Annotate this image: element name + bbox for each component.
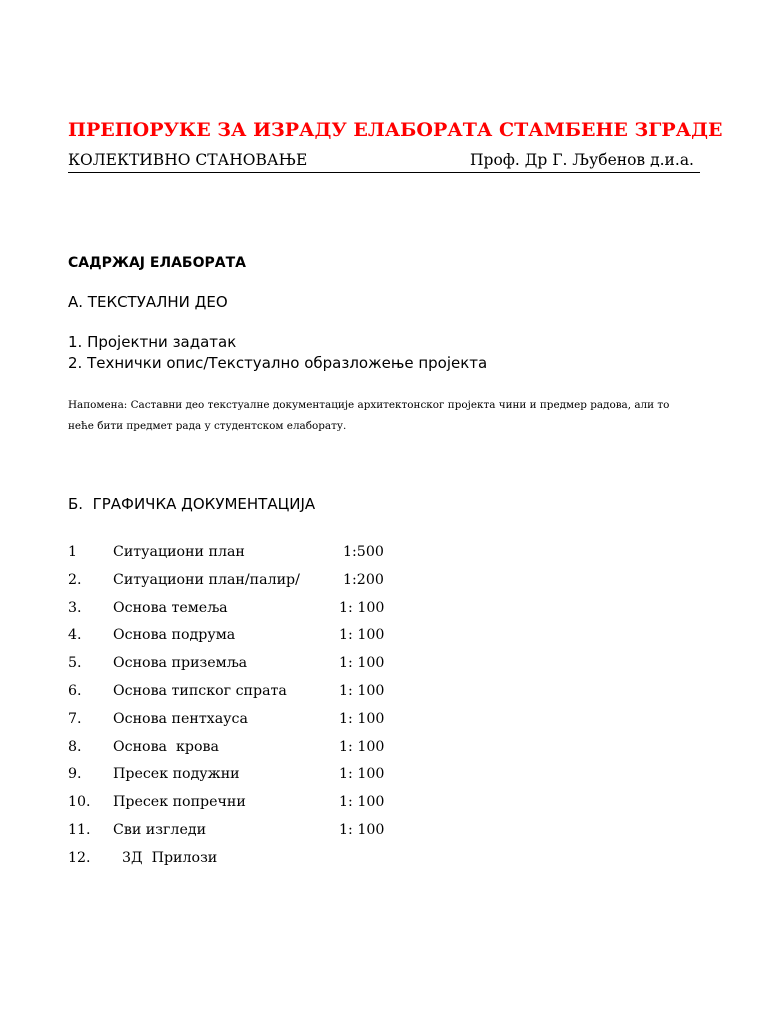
course-name: КОЛЕКТИВНО СТАНОВАЊЕ [68,151,308,169]
drawing-scale: 1: 100 [339,738,385,755]
drawing-scale: 1: 100 [339,821,385,838]
drawing-row [68,818,468,846]
drawing-number: 7. [68,710,82,727]
author-name: Проф. Др Г. Љубенов д.и.а. [470,151,694,169]
drawings-list [68,540,468,874]
drawing-row [68,790,468,818]
drawing-row [68,735,468,763]
drawing-scale: 1: 100 [339,710,385,727]
contents-heading: САДРЖАЈ ЕЛАБОРАТА [68,255,246,271]
list-item: 2. Технички опис/Текстуално образложење пројекта [68,354,488,372]
subheader [68,148,700,173]
drawing-name: 3Д Прилози [113,849,218,866]
drawing-number: 1 [68,544,78,560]
drawing-scale: 1: 100 [339,794,385,811]
drawing-scale: 1: 100 [339,766,385,783]
drawing-scale: 1: 100 [339,627,385,644]
drawing-name: Основа пентхауса [113,710,248,727]
section-b-heading: Б. ГРАФИЧКА ДОКУМЕНТАЦИЈА [68,495,316,513]
drawing-row [68,762,468,790]
drawing-row [68,623,468,651]
drawing-number: 9. [68,766,82,783]
drawing-name: Сви изгледи [113,821,207,838]
drawing-row [68,846,468,874]
note-line: неће бити предмет рада у студентском елаборату. [68,420,347,432]
drawing-scale: 1:500 [343,544,384,560]
drawing-scale: 1: 100 [339,599,385,616]
drawing-number: 5. [68,655,82,672]
drawing-row [68,651,468,679]
drawing-name: Основа приземља [113,655,248,672]
drawing-scale: 1: 100 [339,682,385,699]
drawing-name: Основа темеља [113,599,228,616]
note-line: Напомена: Саставни део текстуалне документације архитектонског пројекта чини и предмер радова, али то [68,399,670,411]
drawing-number: 3. [68,599,82,616]
drawing-scale: 1:200 [343,571,384,588]
drawing-row [68,707,468,735]
drawing-number: 10. [68,794,91,811]
drawing-name: Основа подрума [113,627,236,644]
drawing-name: Основа крова [113,738,219,755]
drawing-row [68,568,468,596]
drawing-row [68,679,468,707]
drawing-number: 6. [68,682,82,699]
note-paragraph [68,395,706,437]
drawing-number: 4. [68,627,82,644]
drawing-number: 12. [68,849,91,866]
drawing-name: Основа типског спрата [113,682,287,699]
drawing-name: Ситуациони план/палир/ [113,571,300,588]
drawing-number: 8. [68,738,82,755]
drawing-number: 2. [68,571,82,588]
section-a-heading: А. ТЕКСТУАЛНИ ДЕО [68,293,228,311]
drawing-name: Пресек попречни [113,794,246,811]
drawing-scale: 1: 100 [339,655,385,672]
drawing-name: Пресек подужни [113,766,240,783]
drawing-name: Ситуациони план [113,544,245,560]
list-item: 1. Пројектни задатак [68,333,237,351]
drawing-number: 11. [68,821,91,838]
text-items-list [68,332,487,374]
drawing-row [68,540,468,568]
document-title: ПРЕПОРУКЕ ЗА ИЗРАДУ ЕЛАБОРАТА СТАМБЕНЕ ЗГРАДЕ [68,119,723,141]
drawing-row [68,596,468,624]
